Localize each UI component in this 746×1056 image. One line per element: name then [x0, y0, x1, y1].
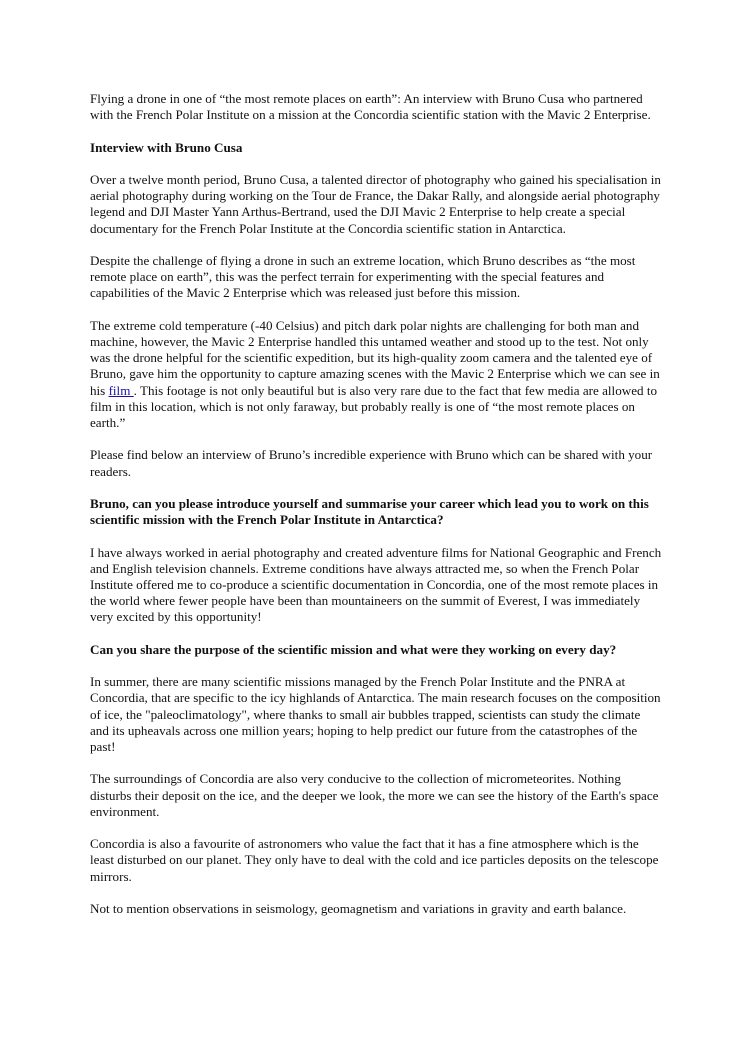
paragraph-conditions [90, 318, 662, 431]
answer-career: I have always worked in aerial photography and created adventure films for National Geographic and French and English television channels. Extreme conditions have always attracted me, so when the French Polar Institute offered me to co-produce a scientific documentation in Concordia, one of the most remote places in the world where fewer people have been than mountaineers on the summit of Everest, I was immediately very excited by this opportunity! [90, 544, 662, 625]
answer-other-observations: Not to mention observations in seismology, geomagnetism and variations in gravity and earth balance. [90, 900, 627, 916]
interview-heading: Interview with Bruno Cusa [90, 139, 243, 155]
answer-micrometeorites: The surroundings of Concordia are also very conducive to the collection of micrometeorites. Nothing disturbs their deposit on the ice, and the deeper we look, the more we can see the history of the Earth's space environment. [90, 771, 659, 819]
paragraph-background: Over a twelve month period, Bruno Cusa, a talented director of photography who gained his specialisation in aerial photography during working on the Tour de France, the Dakar Rally, and alongside aerial photography legend and DJI Master Yann Arthus-Bertrand, used the DJI Mavic 2 Enterprise to help create a special documentary for the French Polar Institute at the Concordia scientific station in Antarctica. [90, 171, 661, 236]
paragraph-conditions-text-end: . This footage is not only beautiful but is also very rare due to the fact that few media are allowed to film in this location, which is not only faraway, but probably really is one of “the most remote places on earth.” [90, 382, 658, 430]
question-mission: Can you share the purpose of the scientific mission and what were they working on every day? [90, 641, 617, 657]
answer-paleoclimatology: In summer, there are many scientific missions managed by the French Polar Institute and the PNRA at Concordia, that are specific to the icy highlands of Antarctica. The main research focuses on the composition of ice, the "paleoclimatology", where thanks to small air bubbles trapped, scientists can study the climate and its upheavals across one million years; hoping to help predict our future from the catastrophes of the past! [90, 674, 661, 754]
answer-astronomy: Concordia is also a favourite of astronomers who value the fact that it has a fine atmosphere which is the least disturbed on our planet. They only have to deal with the cold and ice particles deposits on the telescope mirrors. [90, 836, 659, 884]
question-career: Bruno, can you please introduce yourself and summarise your career which lead you to work on this scientific mission with the French Polar Institute in Antarctica? [90, 495, 649, 528]
paragraph-challenge: Despite the challenge of flying a drone in such an extreme location, which Bruno describes as “the most remote place on earth”, this was the perfect terrain for experimenting with the special features and capabilities of the Mavic 2 Enterprise which was released just before this mission. [90, 252, 636, 301]
paragraph-readers: Please find below an interview of Bruno’s incredible experience with Bruno which can be shared with your readers. [90, 447, 653, 479]
film-link[interactable]: film [108, 382, 134, 398]
document-body [90, 91, 662, 933]
paragraph-conditions-text: The extreme cold temperature (-40 Celsius) and pitch dark polar nights are challenging for both man and machine, however, the Mavic 2 Enterprise handled this untamed weather and stood up to the test. Not only was the drone helpful for the scientific expedition, but its high-quality zoom camera and the talented eye of Bruno, gave him the opportunity to capture amazing scenes with the Mavic 2 Enterprise which we can see in his [90, 317, 660, 398]
intro-paragraph: Flying a drone in one of “the most remote places on earth”: An interview with Bruno Cusa who partnered with the French Polar Institute on a mission at the Concordia scientific station with the Mavic 2 Enterprise. [90, 91, 651, 123]
